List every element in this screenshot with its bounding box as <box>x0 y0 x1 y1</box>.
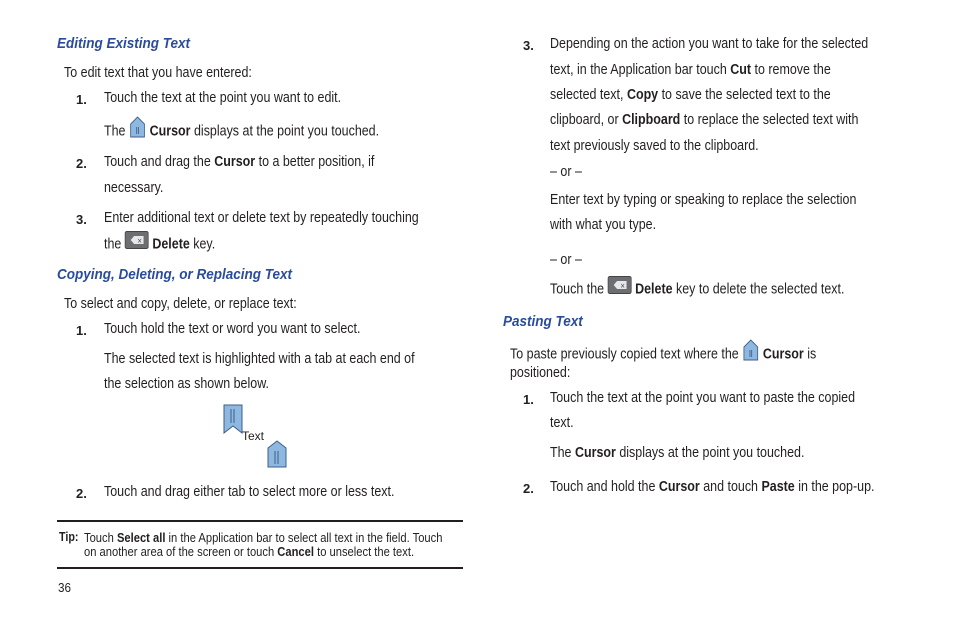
selected-text-sample: Text <box>242 429 265 443</box>
text-fragment: the <box>104 236 122 253</box>
text-fragment: key to delete the selected text. <box>676 281 845 298</box>
selection-illustration <box>222 404 292 468</box>
step-subtext <box>104 116 379 147</box>
intro-editing: To edit text that you have entered: <box>64 65 252 81</box>
bold-term: Cursor <box>658 479 700 495</box>
step-text: Touch hold the text or word you want to select. <box>104 321 361 337</box>
intro-copying: To select and copy, delete, or replace text: <box>64 296 297 312</box>
step-number: 2. <box>523 481 534 496</box>
text-fragment: selected text, <box>550 87 624 103</box>
bold-term: Cut <box>730 62 752 78</box>
step-text: Touch the text at the point you want to edit. <box>104 90 342 106</box>
text-fragment: to a better position, if <box>258 154 375 170</box>
cursor-icon <box>129 116 146 147</box>
step-text: Touch the text at the point you want to paste the copied <box>550 390 856 406</box>
text-fragment: Touch <box>84 530 114 545</box>
step-number: 1. <box>76 92 87 107</box>
step-text-line2: necessary. <box>104 180 164 196</box>
step-number: 2. <box>76 156 87 171</box>
step-text: Depending on the action you want to take for the selected <box>550 36 869 52</box>
text-fragment: is <box>807 346 817 363</box>
or-separator: – or – <box>550 164 582 180</box>
step-subtext <box>550 441 804 466</box>
text-fragment: to replace the selected text with <box>683 112 859 128</box>
bold-term: Delete <box>635 281 673 298</box>
svg-text:×: × <box>620 281 626 291</box>
text-fragment: and touch <box>703 479 758 495</box>
text-fragment: displays at the point you touched. <box>619 445 805 461</box>
step-text-line2 <box>104 231 215 258</box>
bold-term: Cursor <box>762 346 804 363</box>
or-separator: – or – <box>550 252 582 268</box>
step-text-line4 <box>550 108 858 133</box>
text-fragment: clipboard, or <box>550 112 619 128</box>
intro-pasting-line2: positioned: <box>510 365 571 381</box>
bold-term: Copy <box>626 87 659 103</box>
step-text <box>104 150 374 175</box>
text-fragment: to save the selected text to the <box>661 87 831 103</box>
step-text: Touch and drag either tab to select more or less text. <box>104 484 395 500</box>
text-fragment: to remove the <box>754 62 831 78</box>
text-fragment: To paste previously copied text where the <box>510 346 739 363</box>
svg-text:×: × <box>137 236 143 246</box>
heading-copying-deleting: Copying, Deleting, or Replacing Text <box>57 266 293 283</box>
step-number: 3. <box>523 38 534 53</box>
text-fragment: in the Application bar to select all text in the field. Touch <box>168 530 443 545</box>
bold-term: Clipboard <box>622 112 681 128</box>
bold-term: Cursor <box>149 123 191 140</box>
tip-text-line1 <box>84 530 442 545</box>
selection-tab-start-icon <box>223 404 243 434</box>
step-number: 1. <box>76 323 87 338</box>
tip-label: Tip: <box>59 530 79 544</box>
bold-term: Select all <box>116 530 166 545</box>
text-fragment: text, in the Application bar touch <box>550 62 727 78</box>
bold-term: Cancel <box>277 544 314 559</box>
step-subtext: The selected text is highlighted with a tab at each end of <box>104 351 415 367</box>
step-subtext-line2: the selection as shown below. <box>104 376 269 392</box>
text-fragment: to unselect the text. <box>317 544 415 559</box>
text-fragment: in the pop-up. <box>798 479 875 495</box>
text-fragment: on another area of the screen or touch <box>84 544 275 559</box>
text-fragment: The <box>550 445 572 461</box>
tip-text-line2 <box>84 544 414 559</box>
step-number: 1. <box>523 392 534 407</box>
text-fragment: Touch the <box>550 281 605 298</box>
alt-option-delete <box>550 276 844 303</box>
alt-option-line2: with what you type. <box>550 217 657 233</box>
step-number: 2. <box>76 486 87 501</box>
step-number: 3. <box>76 212 87 227</box>
bold-term: Delete <box>152 236 190 253</box>
step-text-line5: text previously saved to the clipboard. <box>550 138 759 154</box>
heading-pasting-text: Pasting Text <box>503 313 583 330</box>
delete-key-icon <box>608 276 632 303</box>
text-fragment: Touch and hold the <box>550 479 656 495</box>
step-text <box>550 475 874 500</box>
page-number: 36 <box>58 580 72 595</box>
text-fragment: key. <box>193 236 216 253</box>
delete-key-icon <box>125 231 149 258</box>
cursor-icon <box>742 339 759 370</box>
bold-term: Paste <box>761 479 795 495</box>
alt-option-line1: Enter text by typing or speaking to replace the selection <box>550 192 857 208</box>
step-text-line2: text. <box>550 415 574 431</box>
heading-editing-existing-text: Editing Existing Text <box>57 35 191 52</box>
text-fragment: Touch and drag the <box>104 154 211 170</box>
step-text-line2 <box>550 58 831 83</box>
step-text-line3 <box>550 83 831 108</box>
text-fragment: displays at the point you touched. <box>193 123 380 140</box>
step-text: Enter additional text or delete text by repeatedly touching <box>104 210 419 226</box>
bold-term: Cursor <box>214 154 256 170</box>
bold-term: Cursor <box>574 445 616 461</box>
text-fragment: The <box>104 123 126 140</box>
selection-tab-end-icon <box>267 440 287 468</box>
